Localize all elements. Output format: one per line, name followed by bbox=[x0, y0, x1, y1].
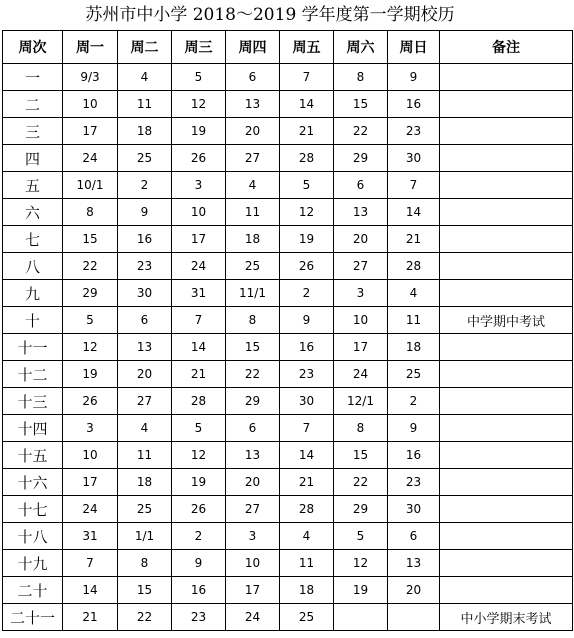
header-sunday: 周日 bbox=[388, 31, 440, 64]
note-cell bbox=[440, 415, 573, 442]
date-cell-saturday: 10 bbox=[334, 307, 388, 334]
date-cell-sunday: 20 bbox=[388, 577, 440, 604]
date-cell-thursday: 22 bbox=[226, 361, 280, 388]
week-number-cell: 三 bbox=[3, 118, 63, 145]
date-cell-wednesday: 21 bbox=[172, 361, 226, 388]
date-cell-sunday: 23 bbox=[388, 469, 440, 496]
date-cell-friday: 18 bbox=[280, 577, 334, 604]
table-row bbox=[3, 91, 573, 118]
table-row bbox=[3, 145, 573, 172]
date-cell-friday: 11 bbox=[280, 550, 334, 577]
date-cell-sunday bbox=[388, 604, 440, 631]
date-cell-wednesday: 5 bbox=[172, 64, 226, 91]
date-cell-thursday: 13 bbox=[226, 442, 280, 469]
date-cell-tuesday: 25 bbox=[118, 145, 172, 172]
date-cell-sunday: 7 bbox=[388, 172, 440, 199]
date-cell-monday: 10 bbox=[63, 91, 118, 118]
table-row bbox=[3, 523, 573, 550]
date-cell-saturday: 13 bbox=[334, 199, 388, 226]
date-cell-tuesday: 18 bbox=[118, 118, 172, 145]
date-cell-sunday: 23 bbox=[388, 118, 440, 145]
date-cell-thursday: 15 bbox=[226, 334, 280, 361]
date-cell-sunday: 21 bbox=[388, 226, 440, 253]
date-cell-saturday: 3 bbox=[334, 280, 388, 307]
table-row bbox=[3, 226, 573, 253]
week-number-cell: 二十 bbox=[3, 577, 63, 604]
note-cell bbox=[440, 577, 573, 604]
date-cell-sunday: 13 bbox=[388, 550, 440, 577]
date-cell-monday: 10/1 bbox=[63, 172, 118, 199]
date-cell-monday: 5 bbox=[63, 307, 118, 334]
date-cell-friday: 19 bbox=[280, 226, 334, 253]
date-cell-tuesday: 23 bbox=[118, 253, 172, 280]
date-cell-saturday: 29 bbox=[334, 496, 388, 523]
note-cell bbox=[440, 226, 573, 253]
date-cell-sunday: 6 bbox=[388, 523, 440, 550]
date-cell-friday: 9 bbox=[280, 307, 334, 334]
date-cell-sunday: 28 bbox=[388, 253, 440, 280]
date-cell-tuesday: 30 bbox=[118, 280, 172, 307]
date-cell-wednesday: 26 bbox=[172, 496, 226, 523]
date-cell-tuesday: 8 bbox=[118, 550, 172, 577]
date-cell-monday: 24 bbox=[63, 145, 118, 172]
date-cell-monday: 31 bbox=[63, 523, 118, 550]
date-cell-friday: 25 bbox=[280, 604, 334, 631]
date-cell-friday: 28 bbox=[280, 496, 334, 523]
table-row bbox=[3, 469, 573, 496]
date-cell-saturday: 24 bbox=[334, 361, 388, 388]
date-cell-saturday: 12/1 bbox=[334, 388, 388, 415]
date-cell-wednesday: 24 bbox=[172, 253, 226, 280]
date-cell-wednesday: 23 bbox=[172, 604, 226, 631]
note-cell bbox=[440, 118, 573, 145]
date-cell-wednesday: 10 bbox=[172, 199, 226, 226]
date-cell-monday: 26 bbox=[63, 388, 118, 415]
note-cell bbox=[440, 64, 573, 91]
date-cell-saturday: 22 bbox=[334, 469, 388, 496]
week-number-cell: 六 bbox=[3, 199, 63, 226]
note-cell bbox=[440, 280, 573, 307]
week-number-cell: 八 bbox=[3, 253, 63, 280]
date-cell-sunday: 9 bbox=[388, 64, 440, 91]
week-number-cell: 十六 bbox=[3, 469, 63, 496]
date-cell-monday: 9/3 bbox=[63, 64, 118, 91]
date-cell-saturday: 8 bbox=[334, 64, 388, 91]
week-number-cell: 一 bbox=[3, 64, 63, 91]
date-cell-monday: 17 bbox=[63, 118, 118, 145]
date-cell-saturday: 27 bbox=[334, 253, 388, 280]
date-cell-friday: 14 bbox=[280, 91, 334, 118]
header-monday: 周一 bbox=[63, 31, 118, 64]
date-cell-tuesday: 11 bbox=[118, 442, 172, 469]
date-cell-thursday: 4 bbox=[226, 172, 280, 199]
note-cell bbox=[440, 172, 573, 199]
date-cell-saturday bbox=[334, 604, 388, 631]
note-cell bbox=[440, 523, 573, 550]
date-cell-thursday: 6 bbox=[226, 415, 280, 442]
date-cell-tuesday: 22 bbox=[118, 604, 172, 631]
week-number-cell: 十七 bbox=[3, 496, 63, 523]
note-cell bbox=[440, 442, 573, 469]
date-cell-wednesday: 2 bbox=[172, 523, 226, 550]
date-cell-monday: 12 bbox=[63, 334, 118, 361]
date-cell-tuesday: 2 bbox=[118, 172, 172, 199]
date-cell-sunday: 25 bbox=[388, 361, 440, 388]
note-cell bbox=[440, 388, 573, 415]
date-cell-monday: 17 bbox=[63, 469, 118, 496]
date-cell-saturday: 8 bbox=[334, 415, 388, 442]
date-cell-thursday: 27 bbox=[226, 145, 280, 172]
note-cell bbox=[440, 334, 573, 361]
date-cell-tuesday: 6 bbox=[118, 307, 172, 334]
week-number-cell: 十五 bbox=[3, 442, 63, 469]
date-cell-monday: 14 bbox=[63, 577, 118, 604]
date-cell-tuesday: 18 bbox=[118, 469, 172, 496]
date-cell-friday: 5 bbox=[280, 172, 334, 199]
header-notes: 备注 bbox=[440, 31, 573, 64]
table-row bbox=[3, 361, 573, 388]
date-cell-tuesday: 11 bbox=[118, 91, 172, 118]
header-row bbox=[3, 31, 573, 64]
date-cell-monday: 24 bbox=[63, 496, 118, 523]
date-cell-wednesday: 28 bbox=[172, 388, 226, 415]
date-cell-saturday: 5 bbox=[334, 523, 388, 550]
table-row bbox=[3, 64, 573, 91]
header-wednesday: 周三 bbox=[172, 31, 226, 64]
note-cell bbox=[440, 253, 573, 280]
date-cell-tuesday: 15 bbox=[118, 577, 172, 604]
date-cell-thursday: 18 bbox=[226, 226, 280, 253]
date-cell-wednesday: 12 bbox=[172, 442, 226, 469]
date-cell-sunday: 16 bbox=[388, 91, 440, 118]
table-row bbox=[3, 604, 573, 631]
table-row bbox=[3, 199, 573, 226]
date-cell-friday: 4 bbox=[280, 523, 334, 550]
date-cell-monday: 22 bbox=[63, 253, 118, 280]
date-cell-thursday: 25 bbox=[226, 253, 280, 280]
date-cell-wednesday: 12 bbox=[172, 91, 226, 118]
table-row bbox=[3, 550, 573, 577]
date-cell-wednesday: 31 bbox=[172, 280, 226, 307]
date-cell-monday: 10 bbox=[63, 442, 118, 469]
week-number-cell: 七 bbox=[3, 226, 63, 253]
date-cell-wednesday: 9 bbox=[172, 550, 226, 577]
date-cell-sunday: 16 bbox=[388, 442, 440, 469]
date-cell-saturday: 19 bbox=[334, 577, 388, 604]
table-row bbox=[3, 415, 573, 442]
date-cell-wednesday: 19 bbox=[172, 118, 226, 145]
date-cell-friday: 7 bbox=[280, 415, 334, 442]
date-cell-thursday: 11 bbox=[226, 199, 280, 226]
date-cell-thursday: 8 bbox=[226, 307, 280, 334]
date-cell-saturday: 15 bbox=[334, 442, 388, 469]
week-number-cell: 九 bbox=[3, 280, 63, 307]
date-cell-tuesday: 4 bbox=[118, 64, 172, 91]
header-saturday: 周六 bbox=[334, 31, 388, 64]
date-cell-saturday: 29 bbox=[334, 145, 388, 172]
date-cell-thursday: 11/1 bbox=[226, 280, 280, 307]
date-cell-friday: 7 bbox=[280, 64, 334, 91]
date-cell-thursday: 17 bbox=[226, 577, 280, 604]
date-cell-tuesday: 20 bbox=[118, 361, 172, 388]
table-row bbox=[3, 496, 573, 523]
date-cell-monday: 29 bbox=[63, 280, 118, 307]
date-cell-tuesday: 9 bbox=[118, 199, 172, 226]
note-cell bbox=[440, 145, 573, 172]
date-cell-saturday: 22 bbox=[334, 118, 388, 145]
date-cell-saturday: 12 bbox=[334, 550, 388, 577]
date-cell-sunday: 14 bbox=[388, 199, 440, 226]
date-cell-saturday: 17 bbox=[334, 334, 388, 361]
date-cell-tuesday: 4 bbox=[118, 415, 172, 442]
date-cell-sunday: 30 bbox=[388, 496, 440, 523]
date-cell-thursday: 13 bbox=[226, 91, 280, 118]
date-cell-friday: 12 bbox=[280, 199, 334, 226]
date-cell-monday: 7 bbox=[63, 550, 118, 577]
week-number-cell: 二 bbox=[3, 91, 63, 118]
date-cell-thursday: 24 bbox=[226, 604, 280, 631]
table-row bbox=[3, 442, 573, 469]
school-calendar-table bbox=[2, 30, 573, 631]
date-cell-tuesday: 27 bbox=[118, 388, 172, 415]
note-cell bbox=[440, 199, 573, 226]
date-cell-thursday: 3 bbox=[226, 523, 280, 550]
date-cell-tuesday: 16 bbox=[118, 226, 172, 253]
date-cell-saturday: 20 bbox=[334, 226, 388, 253]
table-row bbox=[3, 118, 573, 145]
week-number-cell: 十八 bbox=[3, 523, 63, 550]
week-number-cell: 十二 bbox=[3, 361, 63, 388]
date-cell-tuesday: 13 bbox=[118, 334, 172, 361]
date-cell-saturday: 6 bbox=[334, 172, 388, 199]
date-cell-sunday: 30 bbox=[388, 145, 440, 172]
date-cell-thursday: 20 bbox=[226, 118, 280, 145]
date-cell-sunday: 11 bbox=[388, 307, 440, 334]
date-cell-thursday: 10 bbox=[226, 550, 280, 577]
note-cell bbox=[440, 361, 573, 388]
note-cell bbox=[440, 550, 573, 577]
date-cell-sunday: 4 bbox=[388, 280, 440, 307]
date-cell-friday: 30 bbox=[280, 388, 334, 415]
page-title: 苏州市中小学 2018～2019 学年度第一学期校历 bbox=[85, 5, 455, 25]
table-row bbox=[3, 388, 573, 415]
table-row bbox=[3, 172, 573, 199]
date-cell-monday: 15 bbox=[63, 226, 118, 253]
date-cell-friday: 2 bbox=[280, 280, 334, 307]
table-row bbox=[3, 280, 573, 307]
date-cell-friday: 16 bbox=[280, 334, 334, 361]
date-cell-wednesday: 14 bbox=[172, 334, 226, 361]
week-number-cell: 五 bbox=[3, 172, 63, 199]
week-number-cell: 十九 bbox=[3, 550, 63, 577]
table-row bbox=[3, 253, 573, 280]
table-row bbox=[3, 307, 573, 334]
header-tuesday: 周二 bbox=[118, 31, 172, 64]
week-number-cell: 四 bbox=[3, 145, 63, 172]
date-cell-monday: 21 bbox=[63, 604, 118, 631]
date-cell-wednesday: 3 bbox=[172, 172, 226, 199]
date-cell-friday: 21 bbox=[280, 118, 334, 145]
note-cell bbox=[440, 91, 573, 118]
week-number-cell: 十四 bbox=[3, 415, 63, 442]
date-cell-wednesday: 19 bbox=[172, 469, 226, 496]
header-week: 周次 bbox=[3, 31, 63, 64]
date-cell-monday: 8 bbox=[63, 199, 118, 226]
header-friday: 周五 bbox=[280, 31, 334, 64]
calendar-body bbox=[3, 64, 573, 631]
week-number-cell: 十一 bbox=[3, 334, 63, 361]
date-cell-thursday: 20 bbox=[226, 469, 280, 496]
date-cell-monday: 3 bbox=[63, 415, 118, 442]
date-cell-friday: 14 bbox=[280, 442, 334, 469]
date-cell-wednesday: 26 bbox=[172, 145, 226, 172]
note-cell: 中学期中考试 bbox=[440, 307, 573, 334]
date-cell-wednesday: 7 bbox=[172, 307, 226, 334]
week-number-cell: 十 bbox=[3, 307, 63, 334]
note-cell: 中小学期末考试 bbox=[440, 604, 573, 631]
table-row bbox=[3, 334, 573, 361]
date-cell-friday: 26 bbox=[280, 253, 334, 280]
date-cell-thursday: 29 bbox=[226, 388, 280, 415]
note-cell bbox=[440, 496, 573, 523]
date-cell-friday: 28 bbox=[280, 145, 334, 172]
week-number-cell: 十三 bbox=[3, 388, 63, 415]
note-cell bbox=[440, 469, 573, 496]
table-row bbox=[3, 577, 573, 604]
date-cell-sunday: 9 bbox=[388, 415, 440, 442]
header-thursday: 周四 bbox=[226, 31, 280, 64]
date-cell-friday: 23 bbox=[280, 361, 334, 388]
date-cell-wednesday: 5 bbox=[172, 415, 226, 442]
date-cell-tuesday: 1/1 bbox=[118, 523, 172, 550]
date-cell-tuesday: 25 bbox=[118, 496, 172, 523]
date-cell-wednesday: 17 bbox=[172, 226, 226, 253]
date-cell-sunday: 2 bbox=[388, 388, 440, 415]
date-cell-friday: 21 bbox=[280, 469, 334, 496]
date-cell-wednesday: 16 bbox=[172, 577, 226, 604]
week-number-cell: 二十一 bbox=[3, 604, 63, 631]
date-cell-monday: 19 bbox=[63, 361, 118, 388]
date-cell-saturday: 15 bbox=[334, 91, 388, 118]
date-cell-thursday: 27 bbox=[226, 496, 280, 523]
date-cell-sunday: 18 bbox=[388, 334, 440, 361]
date-cell-thursday: 6 bbox=[226, 64, 280, 91]
